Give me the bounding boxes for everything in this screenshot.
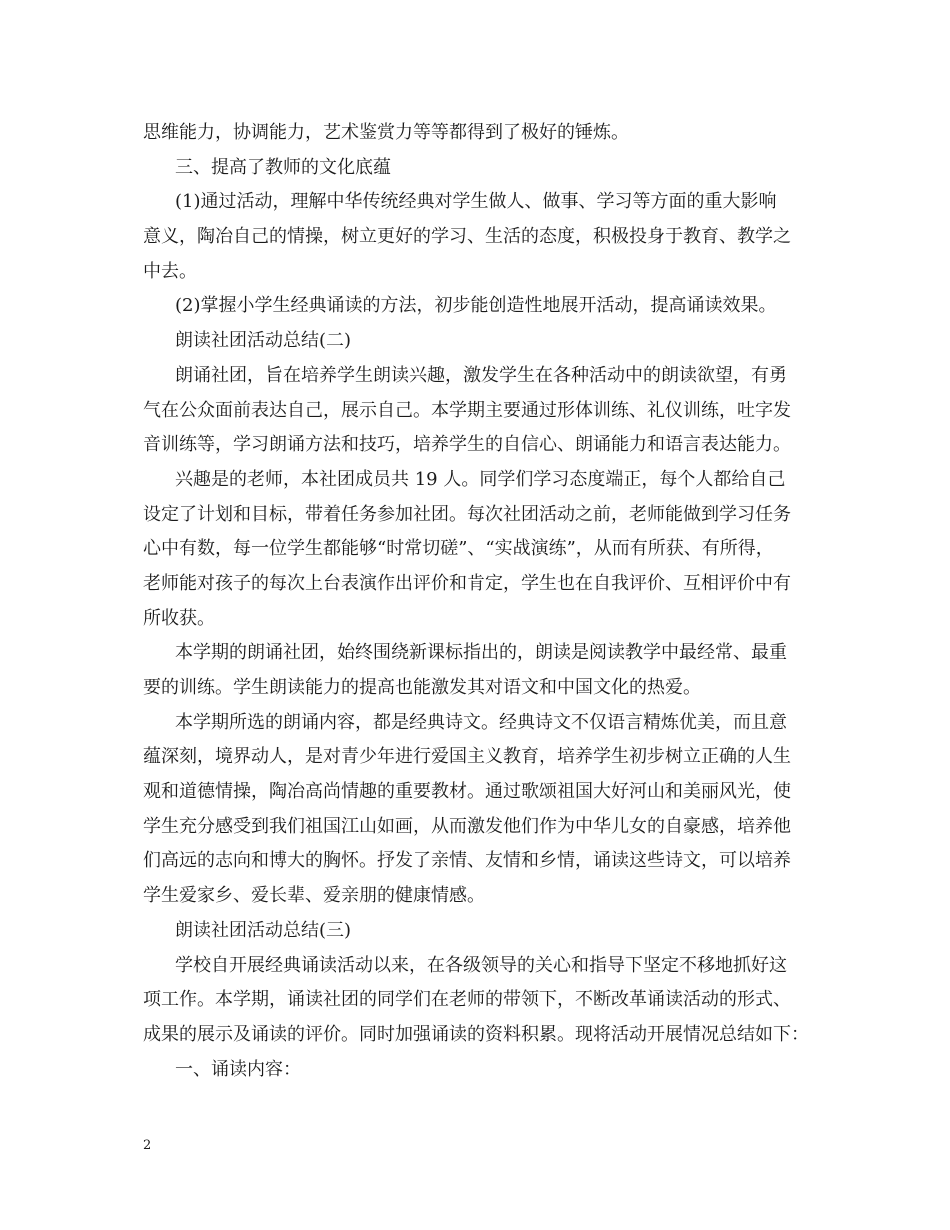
text-line: 老师能对孩子的每次上台表演作出评价和肯定，学生也在自我评价、互相评价中有 <box>143 572 791 594</box>
text-line: 设定了计划和目标，带着任务参加社团。每次社团活动之前，老师能做到学习任务 <box>143 503 791 525</box>
text-line: 中去。 <box>143 260 197 282</box>
text-line: 学生充分感受到我们祖国江山如画，从而激发他们作为中华儿女的自豪感，培养他 <box>143 815 791 837</box>
text-line: 思维能力，协调能力，艺术鉴赏力等等都得到了极好的锤炼。 <box>143 122 629 143</box>
text-line: 项工作。本学期，诵读社团的同学们在老师的带领下，不断改革诵读活动的形式、 <box>143 989 791 1011</box>
text-line: 本学期所选的朗诵内容，都是经典诗文。经典诗文不仅语言精炼优美，而且意 <box>175 711 787 733</box>
text-line: 朗读社团活动总结(三) <box>175 919 352 941</box>
document-body <box>143 116 823 1087</box>
text-line: 三、提高了教师的文化底蕴 <box>175 156 391 178</box>
text-line: 学校自开展经典诵读活动以来，在各级领导的关心和指导下坚定不移地抓好这 <box>175 954 787 976</box>
text-line: 成果的展示及诵读的评价。同时加强诵读的资料积累。现将活动开展情况总结如下： <box>143 1023 809 1045</box>
text-line: 兴趣是的老师，本社团成员共 19 人。同学们学习态度端正，每个人都给自己 <box>175 468 786 490</box>
text-line: 所收获。 <box>143 607 215 629</box>
text-line: 蕴深刻，境界动人，是对青少年进行爱国主义教育，培养学生初步树立正确的人生 <box>143 746 791 768</box>
text-line: 音训练等，学习朗诵方法和技巧，培养学生的自信心、朗诵能力和语言表达能力。 <box>143 434 791 456</box>
text-line: 本学期的朗诵社团，始终围绕新课标指出的，朗读是阅读教学中最经常、最重 <box>175 642 787 664</box>
page-number: 2 <box>143 1138 152 1153</box>
text-line: 气在公众面前表达自己，展示自己。本学期主要通过形体训练、礼仪训练，吐字发 <box>143 399 791 421</box>
text-line: (2)掌握小学生经典诵读的方法，初步能创造性地展开活动，提高诵读效果。 <box>175 295 777 317</box>
text-line: 观和道德情操，陶冶高尚情趣的重要教材。通过歌颂祖国大好河山和美丽风光，使 <box>143 781 791 803</box>
text-line: 学生爱家乡、爱长辈、爱亲朋的健康情感。 <box>143 885 485 907</box>
text-line: 们高远的志向和博大的胸怀。抒发了亲情、友情和乡情，诵读这些诗文，可以培养 <box>143 850 791 872</box>
text-line: 一、诵读内容： <box>175 1058 301 1080</box>
text-line: 朗诵社团，旨在培养学生朗读兴趣，激发学生在各种活动中的朗读欲望，有勇 <box>175 364 787 386</box>
text-line: 朗读社团活动总结(二) <box>175 330 352 352</box>
text-line: 心中有数，每一位学生都能够“时常切磋”、“实战演练”，从而有所获、有所得， <box>143 538 774 560</box>
text-line: 意义，陶冶自己的情操，树立更好的学习、生活的态度，积极投身于教育、教学之 <box>143 226 791 248</box>
text-line: 要的训练。学生朗读能力的提高也能激发其对语文和中国文化的热爱。 <box>143 677 701 698</box>
text-line: (1)通过活动，理解中华传统经典对学生做人、做事、学习等方面的重大影响 <box>175 191 777 213</box>
